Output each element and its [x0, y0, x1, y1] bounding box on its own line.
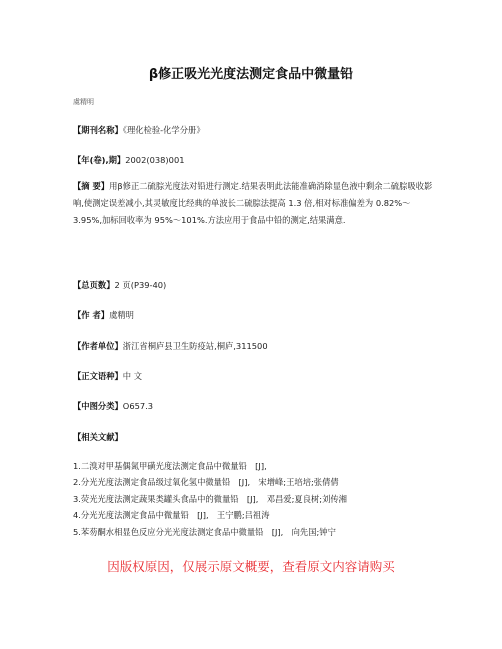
reference-item[interactable]: 3.荧光光度法测定蔬果类罐头食品中的微量铅 [J], 邓昌爱;夏良树;刘传湘 [73, 493, 347, 504]
author-field [73, 307, 134, 324]
affiliation-value: 浙江省桐庐县卫生防疫站,桐庐,311500 [122, 341, 268, 351]
author-label: 【作 者】 [73, 310, 110, 320]
author-value: 虞精明 [109, 310, 134, 320]
pages-field [73, 277, 166, 294]
year-volume-label: 【年(卷),期】 [73, 155, 126, 165]
abstract-field [73, 178, 433, 230]
pages-value: 2 页(P39-40) [114, 280, 167, 290]
related-heading [73, 429, 123, 446]
reference-item[interactable]: 4.分光光度法测定食品中微量铅 [J], 王宁鹏;吕祖涛 [73, 510, 270, 521]
journal-label: 【期刊名称】 [73, 125, 123, 135]
language-field [73, 368, 142, 385]
reference-item[interactable]: 1.二溴对甲基偶氮甲磺光度法测定食品中微量铅 [J], [73, 461, 267, 471]
author-line: 虞精明 [73, 98, 94, 106]
year-volume-value: 2002(038)001 [125, 155, 185, 165]
classification-label: 【中图分类】 [73, 401, 123, 411]
year-volume-field [73, 152, 185, 169]
related-label: 【相关文献】 [73, 432, 123, 442]
abstract-label: 【摘 要】 [73, 181, 110, 191]
abstract-text: 用β修正二硫腙光度法对铅进行测定.结果表明此法能准确消除显色液中剩余二硫腙吸收影响,使测定误差减小,其灵敏度比经典的单波长二硫腙法提高 1.3 倍,相对标准偏差为 0.82%～3.95%,加标回收率为 95%～101%.方法应用于食品中铅的测定,结果满意. [73, 181, 433, 226]
affiliation-field [73, 338, 268, 355]
reference-item[interactable]: 2.分光光度法测定食品级过氧化氢中微量铅 [J], 宋增峰;王培培;张倩倩 [73, 477, 339, 488]
classification-value: O657.3 [122, 401, 154, 411]
reference-item[interactable]: 5.苯芴酮水相显色反应分光光度法测定食品中微量铅 [J], 向先国;钟宁 [73, 526, 336, 537]
language-value: 中 文 [122, 371, 143, 381]
pages-label: 【总页数】 [73, 280, 115, 290]
language-label: 【正文语种】 [73, 371, 123, 381]
journal-value: 《理化检验-化学分册》 [122, 125, 205, 135]
purchase-notice[interactable]: 因版权原因，仅展示原文概要，查看原文内容请购买 [107, 559, 395, 574]
journal-field [73, 122, 205, 139]
classification-field [73, 398, 153, 415]
affiliation-label: 【作者单位】 [73, 341, 123, 351]
document-title: β修正吸光光度法测定食品中微量铅 [148, 67, 354, 82]
reference-list [73, 458, 453, 540]
